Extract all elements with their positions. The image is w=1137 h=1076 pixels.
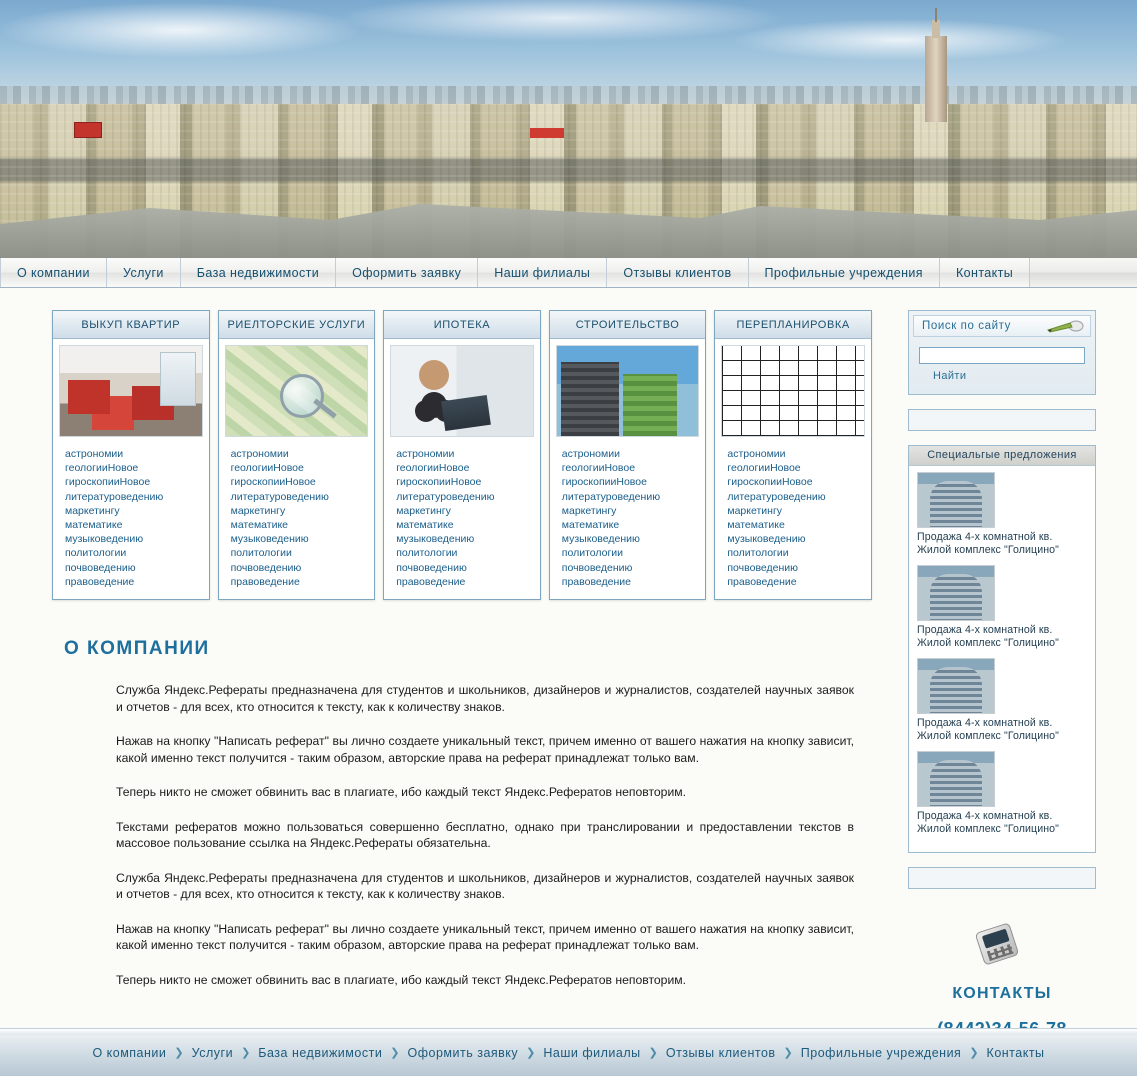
card-title: ПЕРЕПЛАНИРОВКА bbox=[715, 311, 871, 339]
map-photo-icon bbox=[225, 345, 369, 437]
card-link[interactable]: геологииНовое bbox=[727, 462, 801, 475]
card-link[interactable]: математике bbox=[230, 519, 289, 532]
card-link[interactable]: маркетингу bbox=[65, 504, 120, 517]
footer-link-reviews[interactable]: Отзывы клиентов bbox=[665, 1045, 776, 1060]
service-cards bbox=[52, 310, 872, 600]
card-link[interactable]: политологии bbox=[230, 547, 292, 560]
nav-label: База недвижимости bbox=[196, 265, 320, 280]
footer-top-strip bbox=[0, 1029, 1137, 1035]
offer-line2: Жилой комплекс "Голицино" bbox=[917, 822, 1060, 835]
footer-navigation bbox=[86, 1046, 1050, 1060]
search-panel-body bbox=[913, 337, 1091, 390]
about-paragraph: Теперь никто не сможет обвинить вас в плагиате, ибо каждый текст Яндекс.Рефератов неповторим. bbox=[116, 785, 687, 800]
chevron-right-icon: ❯ bbox=[526, 1047, 536, 1059]
nav-label: Отзывы клиентов bbox=[623, 265, 732, 280]
card-link[interactable]: правоведение bbox=[561, 575, 631, 588]
about-paragraph: Служба Яндекс.Рефераты предназначена для студентов и школьников, дизайнеров и журналистов, создателей научных заявок и отчетов - для всех, кто относится к тексту, как к количеству знаков. bbox=[116, 683, 854, 714]
search-panel-header bbox=[913, 315, 1091, 337]
card-link[interactable]: почвоведению bbox=[65, 561, 136, 574]
search-title: Поиск по сайту bbox=[922, 320, 1011, 332]
card-link[interactable]: правоведение bbox=[727, 575, 797, 588]
list-item[interactable] bbox=[917, 565, 1087, 650]
card-link[interactable]: маркетингу bbox=[561, 504, 617, 517]
card-link[interactable]: политологии bbox=[727, 547, 789, 560]
construction-photo-icon bbox=[556, 345, 700, 437]
card-link-list bbox=[550, 441, 706, 599]
card-link[interactable]: маркетингу bbox=[727, 504, 783, 517]
card-link[interactable]: политологии bbox=[65, 547, 127, 560]
mobile-phone-icon bbox=[971, 927, 1033, 967]
card-link-list bbox=[219, 441, 375, 599]
nav-label: Наши филиалы bbox=[494, 265, 591, 280]
right-sidebar bbox=[908, 310, 1096, 1040]
offer-line2: Жилой комплекс "Голицино" bbox=[917, 636, 1060, 649]
service-card-construction[interactable] bbox=[549, 310, 707, 600]
about-paragraph: Служба Яндекс.Рефераты предназначена для студентов и школьников, дизайнеров и журналистов, создателей научных заявок и отчетов - для всех, кто относится к тексту, как к количеству знаков. bbox=[116, 870, 854, 902]
contacts-title: КОНТАКТЫ bbox=[952, 984, 1052, 1002]
about-paragraph: Теперь никто не сможет обвинить вас в плагиате, ибо каждый текст Яндекс.Рефератов неповторим. bbox=[116, 972, 687, 987]
card-link[interactable]: политологии bbox=[396, 547, 458, 560]
card-link[interactable]: маркетингу bbox=[230, 504, 286, 517]
card-link[interactable]: гироскопииНовое bbox=[396, 476, 482, 489]
site-search-panel bbox=[908, 310, 1096, 395]
card-link[interactable]: правоведение bbox=[396, 575, 466, 588]
card-link[interactable]: музыковедению bbox=[727, 533, 806, 546]
card-link[interactable]: политологии bbox=[561, 547, 624, 560]
page-body bbox=[0, 288, 1137, 1028]
card-link[interactable]: литературоведению bbox=[561, 490, 661, 503]
card-link[interactable]: почвоведению bbox=[727, 561, 799, 574]
list-item[interactable] bbox=[917, 658, 1087, 743]
card-link[interactable]: астрономии bbox=[230, 448, 289, 460]
chevron-right-icon: ❯ bbox=[969, 1047, 979, 1059]
about-paragraph: Нажав на кнопку "Написать реферат" вы лично создаете уникальный текст, причем именно от вашего нажатия на кнопку зависит, какой именно текст получится - таким образом, авторские права на реферат принадлежат только вам. bbox=[116, 921, 854, 953]
card-link[interactable]: математике bbox=[396, 519, 454, 532]
footer-link-about[interactable]: О компании bbox=[92, 1045, 167, 1060]
footer-link-contacts[interactable]: Контакты bbox=[986, 1045, 1045, 1060]
offer-line1: Продажа 4-х комнатной кв. bbox=[917, 809, 1053, 822]
card-title: РИЕЛТОРСКИЕ УСЛУГИ bbox=[219, 311, 375, 339]
card-link[interactable]: правоведение bbox=[65, 575, 135, 588]
floorplan-photo-icon bbox=[721, 345, 865, 437]
search-submit-button[interactable]: Найти bbox=[919, 370, 966, 382]
service-card-buyout[interactable] bbox=[52, 310, 210, 600]
nav-item-reviews[interactable] bbox=[607, 258, 748, 287]
chevron-right-icon: ❯ bbox=[174, 1047, 184, 1059]
card-title: СТРОИТЕЛЬСТВО bbox=[550, 311, 706, 339]
hero-banner bbox=[0, 0, 1137, 258]
main-navigation bbox=[0, 258, 1137, 288]
chevron-right-icon: ❯ bbox=[241, 1047, 251, 1059]
card-link[interactable]: правоведение bbox=[230, 575, 300, 588]
footer-link-branches[interactable]: Наши филиалы bbox=[543, 1045, 641, 1060]
service-card-replanning[interactable] bbox=[714, 310, 872, 600]
nav-label: О компании bbox=[17, 265, 90, 280]
pencil-icon bbox=[1046, 319, 1084, 333]
footer-link-database[interactable]: База недвижимости bbox=[258, 1045, 383, 1060]
nav-item-request[interactable] bbox=[336, 258, 478, 287]
chevron-right-icon: ❯ bbox=[390, 1047, 400, 1059]
chevron-right-icon: ❯ bbox=[648, 1047, 658, 1059]
offers-title: Специальгые предложения bbox=[909, 446, 1095, 466]
card-link[interactable]: астрономии bbox=[65, 448, 124, 460]
footer bbox=[0, 1028, 1137, 1076]
offer-line1: Продажа 4-х комнатной кв. bbox=[917, 716, 1053, 729]
list-item[interactable] bbox=[917, 751, 1087, 836]
card-link[interactable]: математике bbox=[65, 519, 123, 532]
card-link[interactable]: литературоведению bbox=[65, 490, 164, 503]
about-section bbox=[64, 638, 872, 988]
building-photo-icon bbox=[917, 472, 995, 528]
nav-item-contacts[interactable] bbox=[940, 258, 1030, 287]
content-area bbox=[0, 310, 1137, 1040]
card-link-list bbox=[715, 441, 871, 599]
card-link[interactable]: литературоведению bbox=[727, 490, 826, 503]
card-link[interactable]: гироскопииНовое bbox=[727, 476, 813, 489]
card-link[interactable]: геологииНовое bbox=[396, 462, 470, 475]
clock-tower bbox=[925, 36, 947, 122]
offer-line1: Продажа 4-х комнатной кв. bbox=[917, 623, 1053, 636]
about-paragraph: Текстами рефератов можно пользоваться совершенно бесплатно, однако при транслировании и предоставлении текстов в массовое пользование ссылка на Яндекс.Рефераты обязательна. bbox=[116, 819, 854, 851]
card-link[interactable]: почвоведению bbox=[561, 561, 633, 574]
consultant-photo-icon bbox=[390, 345, 534, 437]
footer-link-services[interactable]: Услуги bbox=[191, 1045, 234, 1060]
building-photo-icon bbox=[917, 565, 995, 621]
building-photo-icon bbox=[917, 751, 995, 807]
about-paragraph: Нажав на кнопку "Написать реферат" вы лично создаете уникальный текст, причем именно от вашего нажатия на кнопку зависит, какой именно текст получится - таким образом, авторские права на реферат принадлежат только вам. bbox=[116, 734, 854, 765]
interior-photo-icon bbox=[59, 345, 203, 437]
card-link[interactable]: музыковедению bbox=[396, 533, 475, 546]
offers-list bbox=[909, 466, 1095, 852]
card-link[interactable]: гироскопииНовое bbox=[561, 476, 647, 489]
red-sign-center bbox=[530, 128, 564, 138]
offer-line2: Жилой комплекс "Голицино" bbox=[917, 729, 1060, 742]
offer-line2: Жилой комплекс "Голицино" bbox=[917, 543, 1060, 556]
footer-link-request[interactable]: Оформить заявку bbox=[407, 1045, 519, 1060]
nav-item-about[interactable] bbox=[0, 258, 107, 287]
service-card-realtor[interactable] bbox=[218, 310, 376, 600]
card-link[interactable]: маркетингу bbox=[396, 504, 451, 517]
nav-label: Услуги bbox=[122, 265, 164, 280]
card-link[interactable]: гироскопииНовое bbox=[230, 476, 316, 489]
offer-line1: Продажа 4-х комнатной кв. bbox=[917, 530, 1053, 543]
search-input[interactable] bbox=[919, 347, 1085, 364]
page-title: О КОМПАНИИ bbox=[64, 638, 210, 660]
card-link[interactable]: геологииНовое bbox=[561, 462, 636, 475]
special-offers-panel bbox=[908, 445, 1096, 853]
card-link[interactable]: музыковедению bbox=[65, 533, 144, 546]
card-link[interactable]: геологииНовое bbox=[230, 462, 304, 475]
card-link[interactable]: почвоведению bbox=[230, 561, 302, 574]
card-link[interactable]: музыковедению bbox=[230, 533, 309, 546]
card-link[interactable]: математике bbox=[727, 519, 785, 532]
card-link[interactable]: гироскопииНовое bbox=[65, 476, 151, 489]
card-link[interactable]: почвоведению bbox=[396, 561, 467, 574]
red-sign-left bbox=[74, 122, 102, 138]
card-link[interactable]: математике bbox=[561, 519, 620, 532]
card-link[interactable]: астрономии bbox=[561, 448, 620, 460]
card-title: ВЫКУП КВАРТИР bbox=[53, 311, 209, 339]
nav-label: Оформить заявку bbox=[352, 265, 462, 280]
card-link[interactable]: геологииНовое bbox=[65, 462, 139, 475]
nav-item-database[interactable] bbox=[181, 258, 336, 287]
service-card-mortgage[interactable] bbox=[383, 310, 541, 600]
list-item[interactable] bbox=[917, 472, 1087, 557]
card-title: ИПОТЕКА bbox=[384, 311, 540, 339]
nav-item-branches[interactable] bbox=[478, 258, 607, 287]
nav-label: Профильные учреждения bbox=[764, 265, 923, 280]
chevron-right-icon: ❯ bbox=[783, 1047, 793, 1059]
nav-label: Контакты bbox=[955, 265, 1014, 280]
card-link[interactable]: музыковедению bbox=[561, 533, 640, 546]
nav-item-institutions[interactable] bbox=[749, 258, 940, 287]
card-link[interactable]: литературоведению bbox=[396, 490, 495, 503]
card-link-list bbox=[384, 441, 540, 599]
sidebar-spacer-panel-top bbox=[908, 409, 1096, 431]
sidebar-spacer-panel-bottom bbox=[908, 867, 1096, 889]
nav-item-services[interactable] bbox=[107, 258, 181, 287]
left-column bbox=[52, 310, 872, 1006]
card-link[interactable]: астрономии bbox=[396, 448, 455, 460]
card-link[interactable]: литературоведению bbox=[230, 490, 329, 503]
card-link-list bbox=[53, 441, 209, 599]
card-link[interactable]: астрономии bbox=[727, 448, 786, 460]
footer-link-institutions[interactable]: Профильные учреждения bbox=[800, 1045, 962, 1060]
building-photo-icon bbox=[917, 658, 995, 714]
